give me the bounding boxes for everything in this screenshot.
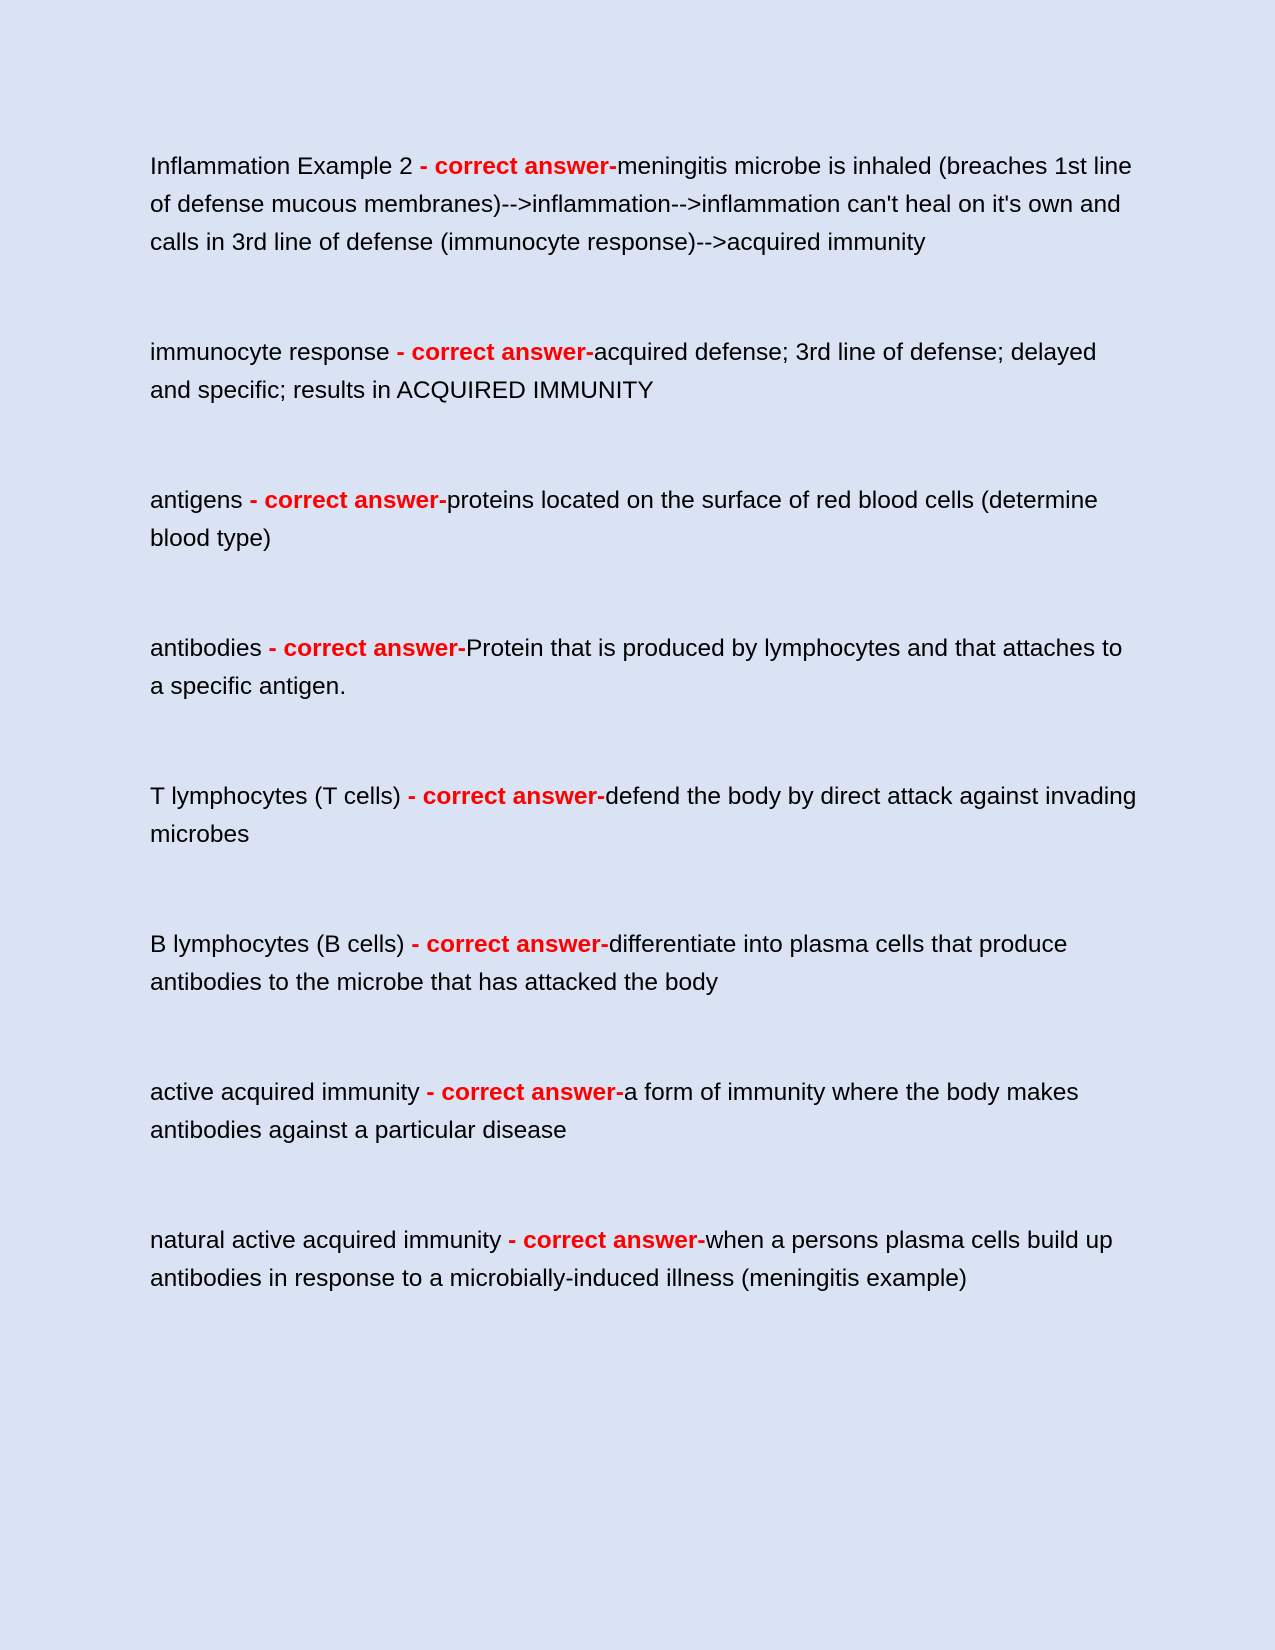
entry-definition: proteins located on the surface of red blood cells (determine blood type) [150,487,1098,552]
flashcard-entry [150,778,1140,854]
flashcard-entry [150,1074,1140,1150]
document-page [150,148,1140,1370]
answer-separator: - correct answer- [249,487,447,514]
entry-term: antigens [150,487,250,514]
entry-term: antibodies [150,635,269,662]
entry-term: active acquired immunity [150,1079,427,1106]
entry-definition: when a persons plasma cells build up antibodies in response to a microbially-induced illness (meningitis example) [150,1227,1113,1292]
entry-definition: acquired defense; 3rd line of defense; delayed and specific; results in ACQUIRED IMMUNITY [150,339,1097,404]
answer-separator: - correct answer- [407,783,606,810]
flashcard-entry [150,482,1140,558]
entry-definition: Protein that is produced by lymphocytes and that attaches to a specific antigen. [150,635,1123,700]
flashcard-entry [150,334,1140,410]
flashcard-entry [150,1222,1140,1298]
entry-term: natural active acquired immunity [150,1227,509,1254]
answer-separator: - correct answer- [426,1079,624,1106]
entry-definition: a form of immunity where the body makes antibodies against a particular disease [150,1079,1079,1144]
answer-separator: - correct answer- [396,339,594,366]
flashcard-entry [150,148,1140,262]
answer-separator: - correct answer- [268,635,466,662]
entry-definition: differentiate into plasma cells that produce antibodies to the microbe that has attacked the body [150,931,1068,996]
answer-separator: - correct answer- [508,1227,706,1254]
flashcard-entry [150,630,1140,706]
answer-separator: - correct answer- [419,153,618,180]
entry-definition: meningitis microbe is inhaled (breaches 1st line of defense mucous membranes)-->inflammation-->inflammation can't heal on it's own and calls in 3rd line of defense (immunocyte response)-->acquired immunity [150,153,1132,256]
entry-term: B lymphocytes (B cells) [150,931,412,958]
answer-separator: - correct answer- [411,931,609,958]
entry-term: T lymphocytes (T cells) [150,783,408,810]
flashcard-entry [150,926,1140,1002]
entry-term: Inflammation Example 2 [150,153,420,180]
entry-definition: defend the body by direct attack against invading microbes [150,783,1137,848]
entry-term: immunocyte response [150,339,397,366]
